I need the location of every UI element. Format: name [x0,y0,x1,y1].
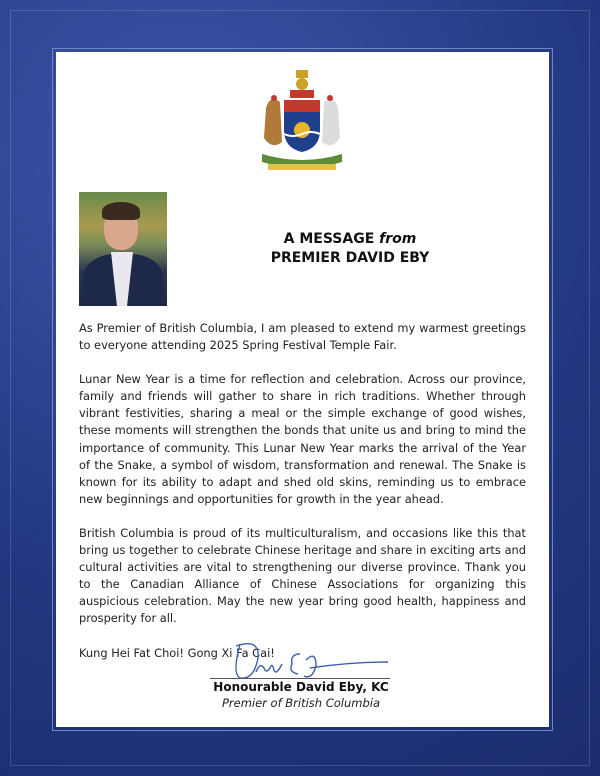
heading-prefix: A MESSAGE [283,231,380,247]
handwritten-signature [210,634,390,684]
signature-line [210,678,390,679]
premier-portrait-photo [79,192,167,306]
paragraph: British Columbia is proud of its multiculturalism, and occasions like this that bring us together to celebrate Chinese heritage and share in exciting arts and cultural activities are vital to strengthening our diverse province. Thank you to the Canadian Alliance of Chinese Associations for organizing this auspicious celebration. May the new year bring good health, happiness and prosperity for all. [79,525,526,626]
letter-page [56,52,549,727]
coat-of-arms-icon [254,68,350,178]
letter-heading [208,230,492,268]
paragraph: Kung Hei Fat Choi! Gong Xi Fa Cai! [79,645,275,660]
paragraph: As Premier of British Columbia, I am pleased to extend my warmest greetings to everyone attending 2025 Spring Festival Temple Fair. [79,321,526,353]
heading-name: PREMIER DAVID EBY [270,250,430,266]
signatory-name: Honourable David Eby, KC [213,680,389,694]
letter-body [79,320,526,679]
heading-from: from [379,231,417,247]
signatory-title: Premier of British Columbia [221,696,381,710]
paragraph: Lunar New Year is a time for reflection and celebration. Across our province, family and friends will gather to share in rich traditions. Whether through vibrant festivities, sharing a meal or the simple exchange of good wishes, these moments will strengthen the bonds that unite us and bring to mind the importance of community. This Lunar New Year marks the arrival of the Year of the Snake, a symbol of wisdom, transformation and renewal. The Snake is known for its ability to adapt and shed old skins, reminding us to embrace new beginnings and opportunities for growth in the year ahead. [79,372,526,506]
